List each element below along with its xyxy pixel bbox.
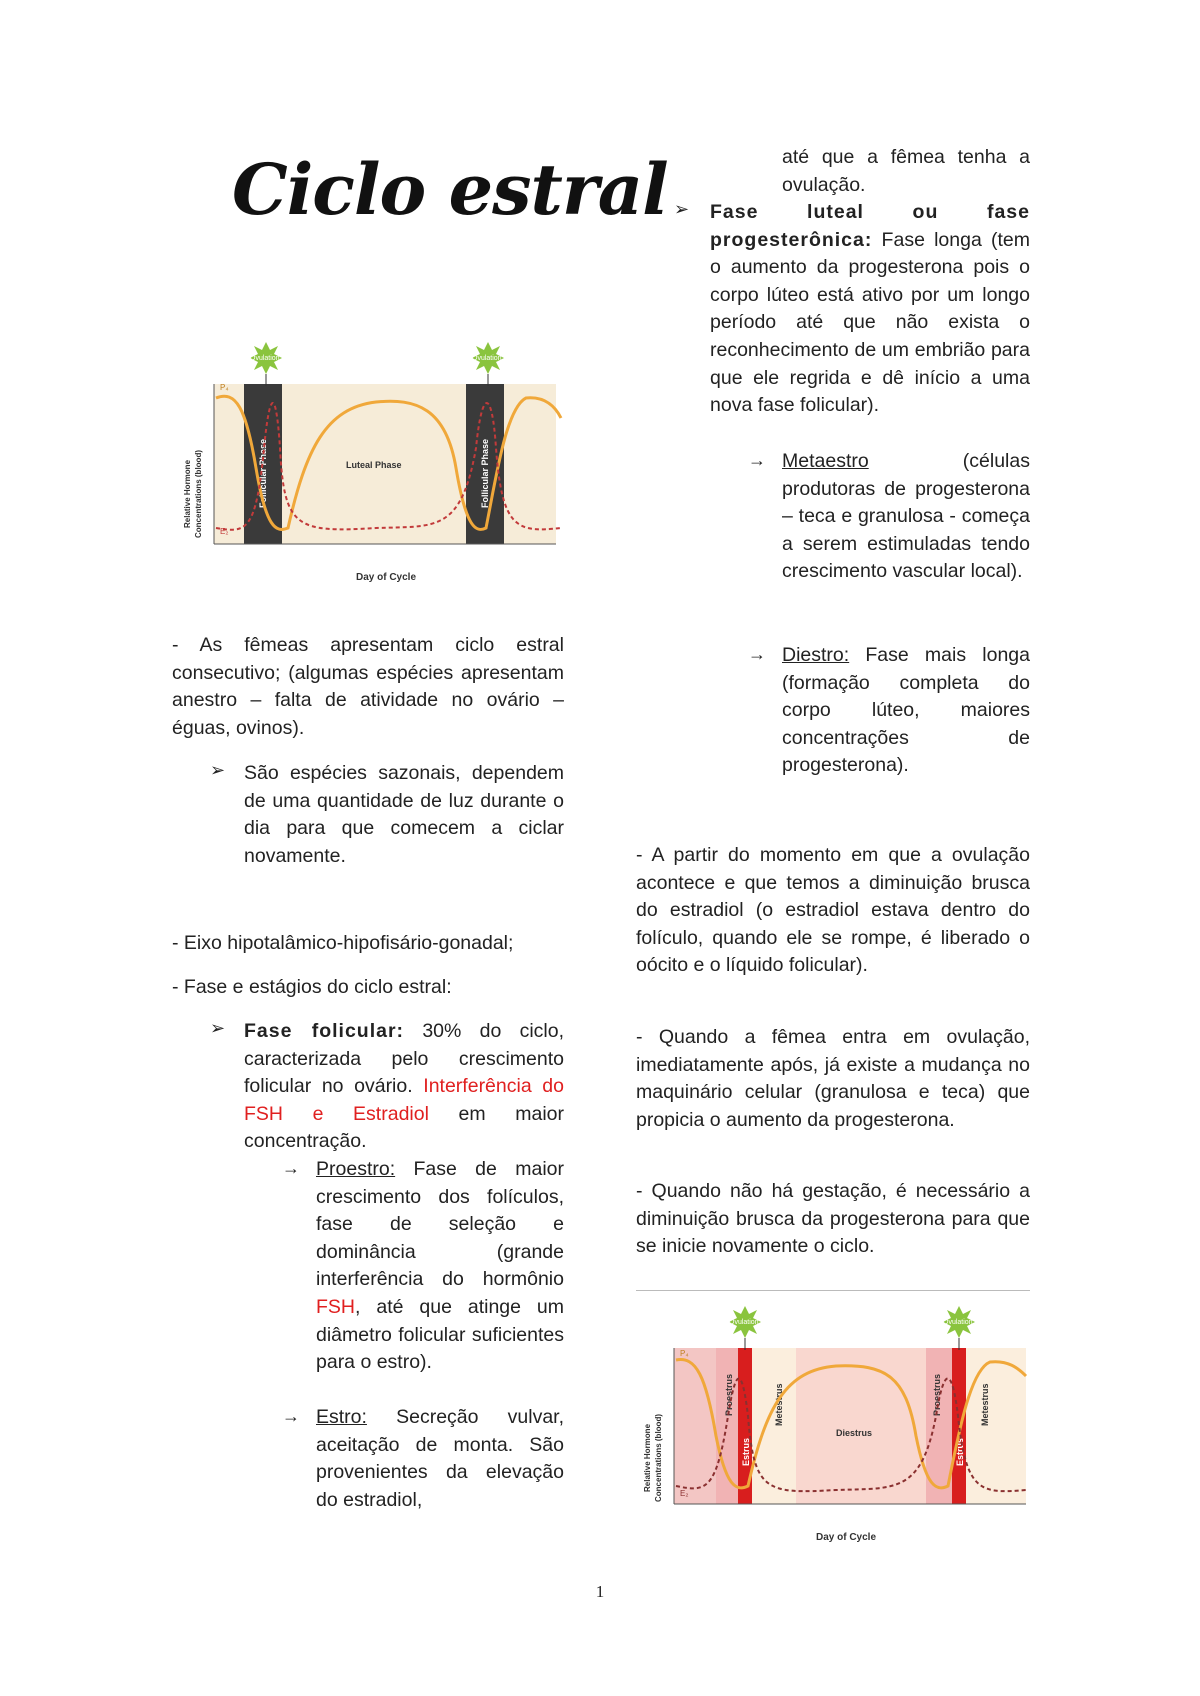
ovulation-label-3: Ovulation — [729, 1319, 759, 1326]
paragraph-ovulacao: - A partir do momento em que a ovulação acontece e que temos a diminuição brusca do estradiol (o estradiol estava dentro do folículo, quando ele se rompe, é liberado o oócito e o líquido folicular). — [636, 844, 1030, 977]
paragraph-femeas: - As fêmeas apresentam ciclo estral consecutivo; (algumas espécies apresentam anestro – falta de atividade no ovário – éguas, ovinos). — [172, 634, 564, 739]
estro: Estro: Secreção vulvar, aceitação de monta. São provenientes da elevação do estradiol, — [316, 1406, 564, 1511]
xlabel-1: Day of Cycle — [356, 572, 417, 583]
right-arrow-icon: → — [282, 1158, 300, 1178]
e2-label-2: E₂ — [680, 1489, 689, 1498]
bullet-sazonais: São espécies sazonais, dependem de uma quantidade de luz durante o dia para que comecem a ciclar novamente. — [244, 762, 564, 867]
bullet-arrow-icon: ➢ — [210, 1018, 226, 1038]
proestrus-label-2: Proestrus — [932, 1373, 942, 1416]
proestro-label: Proestro: — [316, 1158, 396, 1180]
e2-label: E₂ — [220, 527, 229, 536]
hormone-chart-1 — [176, 328, 576, 592]
fsh-red: FSH — [316, 1295, 355, 1318]
fase-luteal-label: Fase luteal ou fase progesterônica: — [710, 201, 1030, 251]
right-arrow-icon: → — [282, 1406, 300, 1426]
p4-label: P₄ — [220, 383, 229, 392]
interferencia-red: Interferência do FSH e Estradiol — [244, 1075, 564, 1125]
diestro: Diestro: Fase mais longa (formação completa do corpo lúteo, maiores concentrações de progesterona). — [782, 644, 1030, 777]
ylabel2-2: Concentrations (blood) — [654, 1414, 663, 1502]
bullet-arrow-icon: ➢ — [674, 199, 690, 219]
ovulation-label-4: Ovulation — [943, 1319, 973, 1326]
estrus-label-1: Estrus — [741, 1437, 751, 1466]
follicular-label-1: Follicular Phase — [258, 438, 268, 508]
estro-label: Estro: — [316, 1406, 367, 1428]
proestrus-label-1: Proestrus — [724, 1373, 734, 1416]
paragraph-fases: - Fase e estágios do ciclo estral: — [172, 976, 452, 998]
paragraph-eixo: - Eixo hipotalâmico-hipofisário-gonadal; — [172, 932, 514, 954]
xlabel-2: Day of Cycle — [816, 1532, 877, 1543]
ovulation-label-2: Ovulation — [472, 355, 502, 362]
continuation: até que a fêmea tenha a ovulação. — [782, 146, 1030, 196]
follicular-label-2: Follicular Phase — [480, 438, 490, 508]
proestro: Proestro: Fase de maior crescimento dos folículos, fase de seleção e dominância (grande interferência do hormônio FSH, até que atinge um diâmetro folicular suficientes para o estro). — [316, 1158, 564, 1374]
diestro-label: Diestro: — [782, 644, 850, 666]
paragraph-gestacao: - Quando não há gestação, é necessário a diminuição brusca da progesterona para que se inicie novamente o ciclo. — [636, 1180, 1030, 1258]
fase-folicular: Fase folicular: 30% do ciclo, caracterizada pelo crescimento folicular no ovário. Interferência do FSH e Estradiol em maior concentração. — [244, 1020, 564, 1153]
paragraph-maquinario: - Quando a fêmea entra em ovulação, imediatamente após, já existe a mudança no maquinário celular (granulosa e teca) que propicia o aumento da progesterona. — [636, 1026, 1030, 1131]
page-title: Ciclo estral — [232, 148, 668, 231]
metaestro: Metaestro (células produtoras de progesterona – teca e granulosa - começa a serem estimuladas tendo crescimento vascular local). — [782, 450, 1030, 583]
ylabel1-1: Relative Hormone — [183, 459, 192, 528]
metestrus-label-2: Metestrus — [980, 1383, 990, 1426]
ylabel1-2: Relative Hormone — [643, 1423, 652, 1492]
right-arrow-icon: → — [748, 644, 766, 664]
page-number: 1 — [595, 1582, 605, 1601]
bullet-arrow-icon: ➢ — [210, 760, 226, 780]
metaestro-label: Metaestro — [782, 450, 869, 472]
fase-folicular-label: Fase folicular: — [244, 1020, 405, 1042]
ylabel2-1: Concentrations (blood) — [194, 450, 203, 538]
right-arrow-icon: → — [748, 450, 766, 470]
fase-luteal: Fase luteal ou fase progesterônica: Fase longa (tem o aumento da progesterona pois o corpo lúteo está ativo por um longo período até que não exista o reconhecimento de um embrião para que ele regrida e dê início a uma nova fase folicular). — [710, 201, 1030, 417]
hormone-chart-2 — [636, 1296, 1030, 1546]
metestrus-label-1: Metestrus — [774, 1383, 784, 1426]
divider — [636, 1290, 1030, 1291]
ovulation-label-1: Ovulation — [250, 355, 280, 362]
luteal-label: Luteal Phase — [346, 460, 402, 470]
estrus-label-2: Estrus — [955, 1437, 965, 1466]
p4-label-2: P₄ — [680, 1349, 689, 1358]
diestrus-label: Diestrus — [836, 1428, 873, 1438]
